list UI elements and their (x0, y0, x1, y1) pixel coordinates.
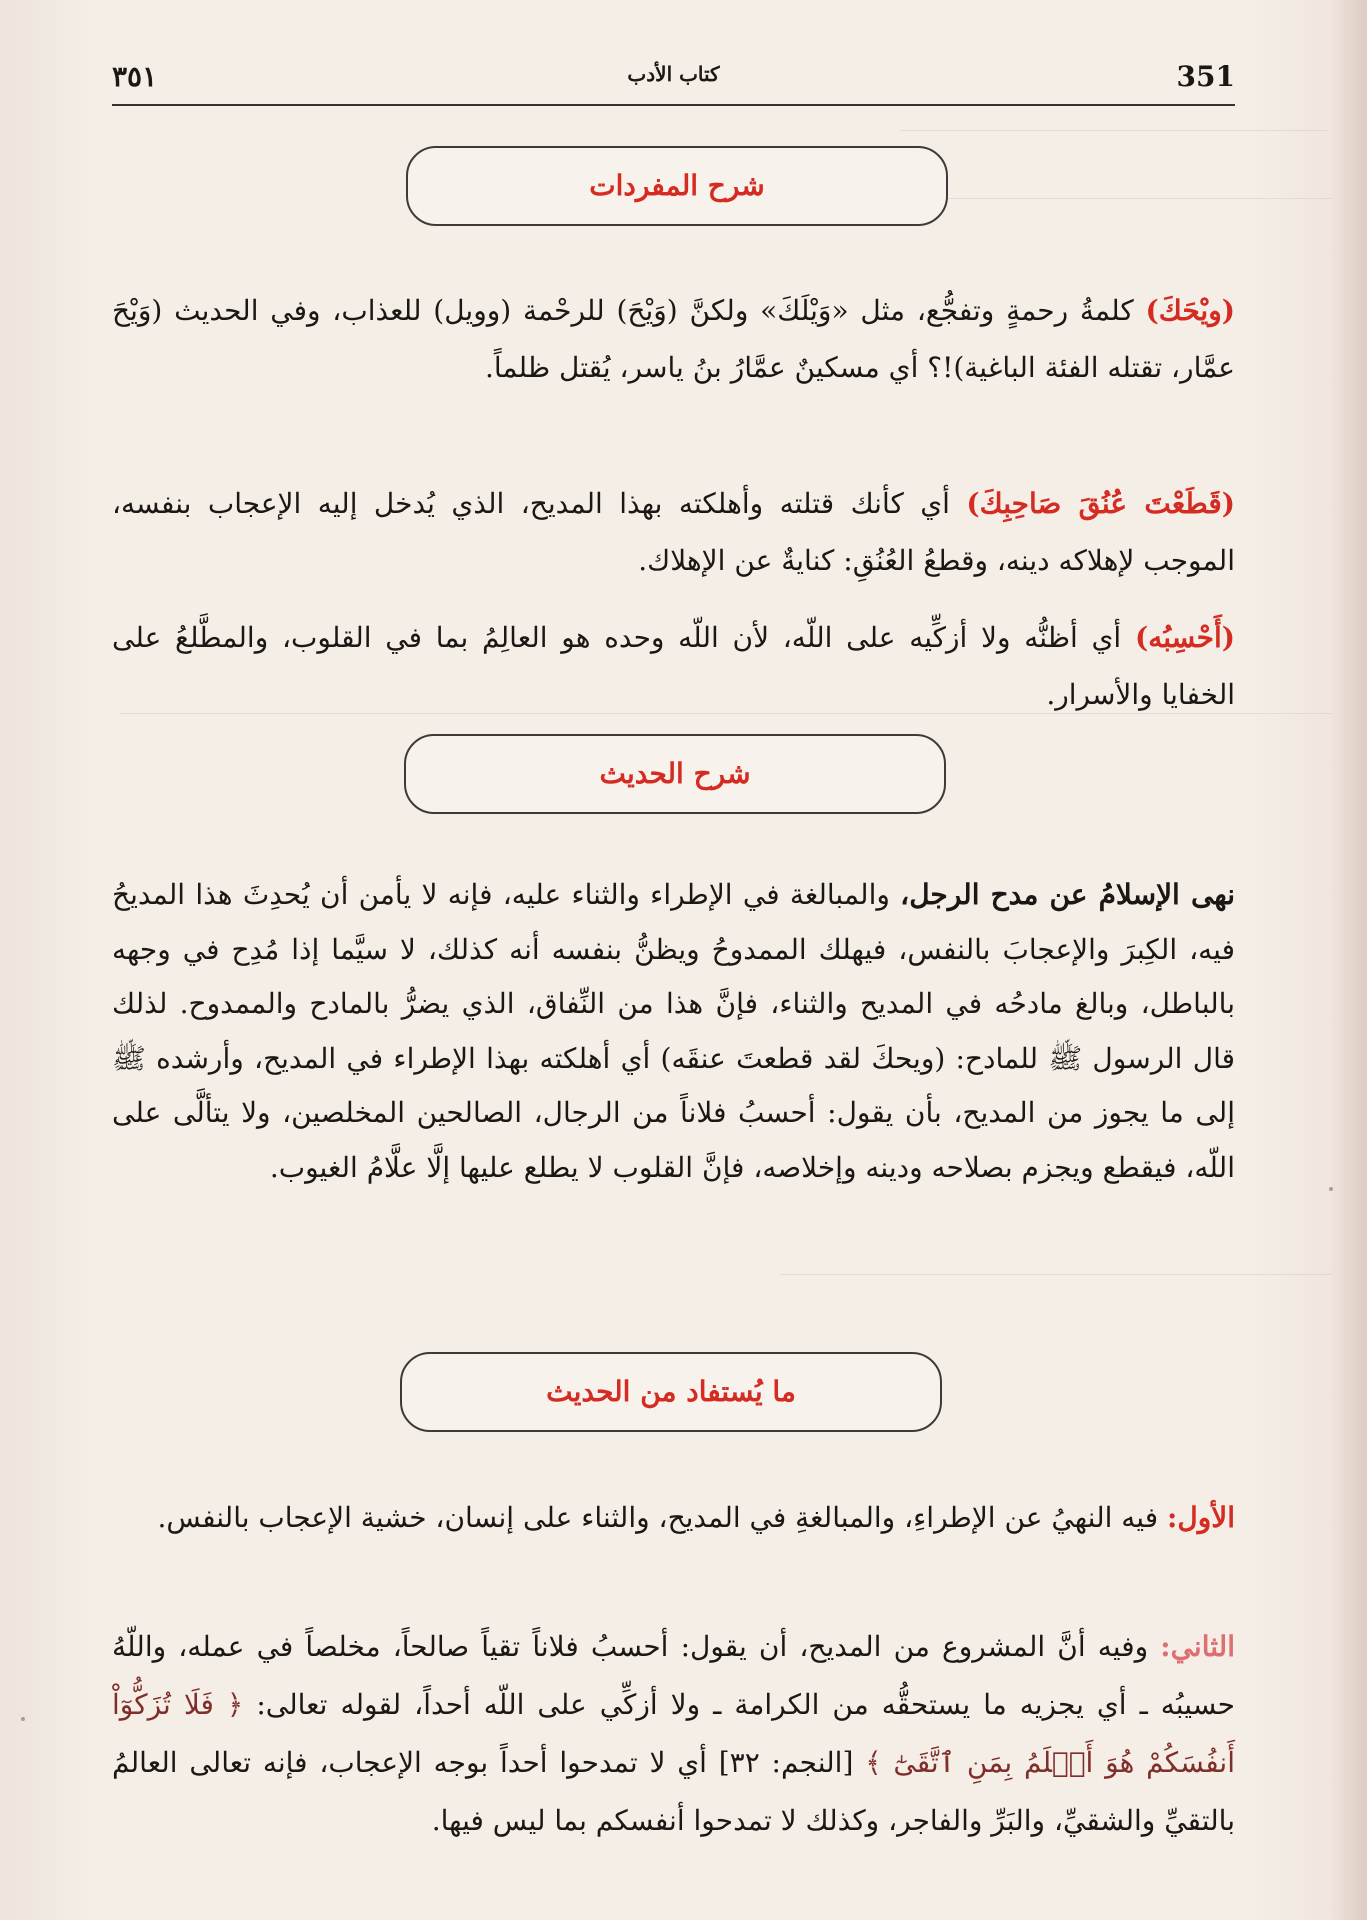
vocabulary-term: (أَحْسِبُه) (1134, 621, 1235, 654)
section-title: شرح المفردات (589, 169, 765, 202)
vocabulary-term: (قَطَعْتَ عُنُقَ صَاحِبِكَ) (966, 487, 1235, 520)
running-title: كتاب الأدب (627, 62, 720, 86)
vocabulary-entry (112, 475, 1235, 589)
benefit-item (112, 1618, 1235, 1850)
paper-speck (21, 1717, 25, 1721)
paragraph-text: والمبالغة في الإطراء والثناء عليه، فإنه لا يأمن أن يُحدِثَ هذا المديحُ فيه، الكِبرَ والإعجابَ بالنفس، فيهلك الممدوحُ ويظنُّ بنفسه أنه كذلك، لا سيَّما إذا مُدِح في وجهه بالباطل، وبالغ مادحُه في المديح والثناء، فإنَّ هذا من النِّفاق، الذي يضرُّ بالمادح والممدوح. لذلك قال الرسول ﷺ للمادح: (ويحكَ لقد قطعتَ عنقَه) أي أهلكته بهذا الإطراء في المديح، وأرشده ﷺ إلى ما يجوز من المديح، بأن يقول: أحسبُ فلاناً من الرجال، الصالحين المخلصين، ولا يتألَّى على اللّه، فيقطع ويجزم بصلاحه ودينه وإخلاصه، فإنَّ القلوب لا يطلع عليها إلَّا علَّامُ الغيوب. (112, 878, 1235, 1184)
benefit-text: وفيه أنَّ المشروع من المديح، أن يقول: أحسبُ فلاناً تقياً صالحاً، مخلصاً في عمله، واللّهُ حسيبُه ـ أي يجزيه ما يستحقُّه من الكرامة ـ ولا أزكِّي على اللّه أحداً، لقوله تعالى: (112, 1630, 1235, 1721)
vocabulary-entry (112, 609, 1235, 723)
section-heading-benefits (400, 1352, 942, 1432)
section-title: ما يُستفاد من الحديث (546, 1375, 796, 1408)
page-number-arabic: ٣٥١ (112, 60, 158, 93)
benefit-label: الثاني: (1160, 1630, 1235, 1663)
benefit-text-continued: [النجم: ٣٢] أي لا تمدحوا أحداً بوجه الإعجاب، فإنه تعالى العالمُ بالتقيِّ والشقيِّ، والبَرِّ والفاجر، وكذلك لا تمدحوا أنفسكم بما ليس فيها. (112, 1746, 1235, 1837)
paragraph-lead: نهى الإسلامُ عن مدح الرجل، (900, 878, 1235, 911)
bleed-through-line (900, 130, 1327, 131)
paper-speck (1329, 1187, 1333, 1191)
vocabulary-term: (ويْحَكَ) (1145, 294, 1235, 327)
page-header (112, 56, 1235, 106)
vocabulary-definition: أي أظنُّه ولا أزكِّيه على اللّه، لأن اللّه وحده هو العالِمُ بما في القلوب، والمطَّلعُ على الخفايا والأسرار. (112, 621, 1235, 711)
quran-verse: ﴿ فَلَا تُزَكُّوٓاْ أَنفُسَكُمْ هُوَ أَعۡلَمُ بِمَنِ ٱتَّقَىٰٓ ﴾ (112, 1688, 1235, 1779)
vocabulary-definition: كلمةُ رحمةٍ وتفجُّع، مثل «وَيْلَكَ» ولكنَّ (وَيْحَ) للرحْمة (وويل) للعذاب، وفي الحديث (وَيْحَ عمَّار، تقتله الفئة الباغية)!؟ أي مسكينٌ عمَّارُ بنُ ياسر، يُقتل ظلماً. (112, 294, 1235, 384)
benefit-label: الأول: (1167, 1501, 1235, 1534)
vocabulary-definition: أي كأنك قتلته وأهلكته بهذا المديح، الذي يُدخل إليه الإعجاب بنفسه، الموجب لإهلاكه دينه، وقطعُ العُنُقِ: كنايةٌ عن الإهلاك. (112, 487, 1235, 577)
benefit-text: فيه النهيُ عن الإطراءِ، والمبالغةِ في المديح، والثناء على إنسان، خشية الإعجاب بالنفس. (157, 1501, 1168, 1534)
section-heading-vocabulary (406, 146, 948, 226)
hadith-explanation-paragraph (112, 868, 1235, 1195)
section-heading-hadith-explanation (404, 734, 946, 814)
page-number-latin: 351 (1176, 60, 1235, 93)
benefit-item (112, 1489, 1235, 1546)
vocabulary-entry (112, 282, 1235, 396)
bleed-through-line (780, 1274, 1332, 1275)
section-title: شرح الحديث (599, 757, 751, 790)
